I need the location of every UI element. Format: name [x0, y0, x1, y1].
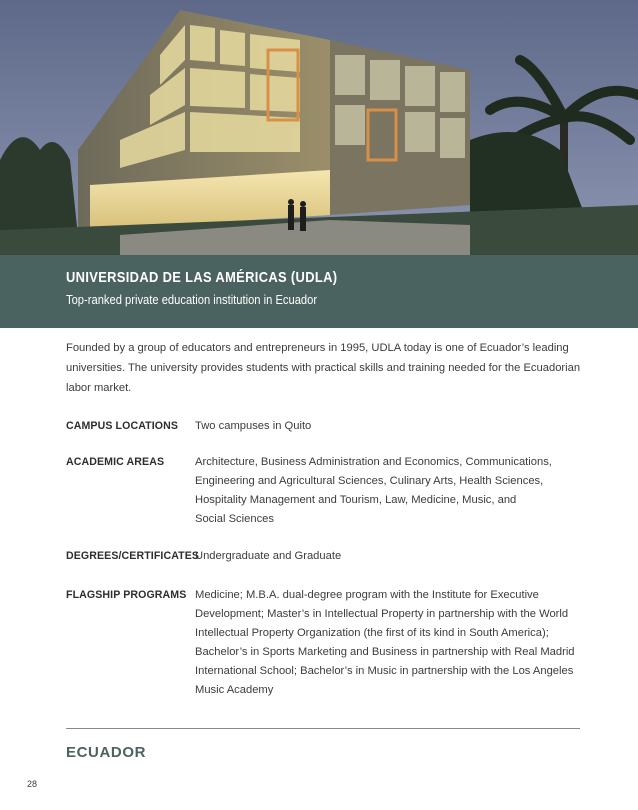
detail-value-line: Undergraduate and Graduate — [195, 550, 342, 562]
detail-label: ACADEMIC AREAS — [66, 456, 165, 468]
detail-value-line: Social Sciences — [195, 513, 274, 525]
intro-line: universities. The university provides students with practical skills and training needed for the Ecuadorian — [66, 362, 581, 374]
footer-divider — [66, 728, 580, 729]
detail-value-line: Medicine; M.B.A. dual-degree program with the Institute for Executive — [195, 589, 539, 601]
detail-value — [195, 586, 590, 700]
detail-value-line: International School; Bachelor’s in Music in partnership with the Los Angeles — [195, 665, 574, 677]
detail-value-line: Music Academy — [195, 684, 274, 696]
detail-value — [195, 453, 590, 529]
page-subtitle: Top-ranked private education institution in Ecuador — [66, 292, 318, 307]
detail-label: CAMPUS LOCATIONS — [66, 420, 179, 432]
title-band — [0, 255, 638, 328]
intro-line: Founded by a group of educators and entrepreneurs in 1995, UDLA today is one of Ecuador’s leading — [66, 342, 569, 354]
page-title: UNIVERSIDAD DE LAS AMÉRICAS (UDLA) — [66, 269, 338, 286]
intro-line: labor market. — [66, 382, 132, 394]
campus-building-photo — [0, 0, 638, 255]
detail-value — [195, 547, 590, 566]
country-heading: ECUADOR — [66, 744, 147, 761]
detail-value-line: Hospitality Management and Tourism, Law, Medicine, Music, and — [195, 494, 517, 506]
detail-value-line: Bachelor’s in Sports Marketing and Business in partnership with Real Madrid — [195, 646, 575, 658]
intro-paragraph — [66, 338, 586, 398]
detail-value-line: Engineering and Agricultural Sciences, Culinary Arts, Health Sciences, — [195, 475, 544, 487]
detail-value-line: Two campuses in Quito — [195, 420, 312, 432]
detail-value-line: Intellectual Property Organization (the first of its kind in South America); — [195, 627, 549, 639]
detail-value — [195, 417, 590, 436]
detail-value-line: Development; Master’s in Intellectual Property in partnership with the World — [195, 608, 569, 620]
detail-value-line: Architecture, Business Administration and Economics, Communications, — [195, 456, 552, 468]
detail-label: DEGREES/CERTIFICATES — [66, 550, 200, 562]
campus-building-illustration — [0, 0, 638, 255]
page-number: 28 — [27, 779, 38, 789]
detail-label: FLAGSHIP PROGRAMS — [66, 589, 187, 601]
